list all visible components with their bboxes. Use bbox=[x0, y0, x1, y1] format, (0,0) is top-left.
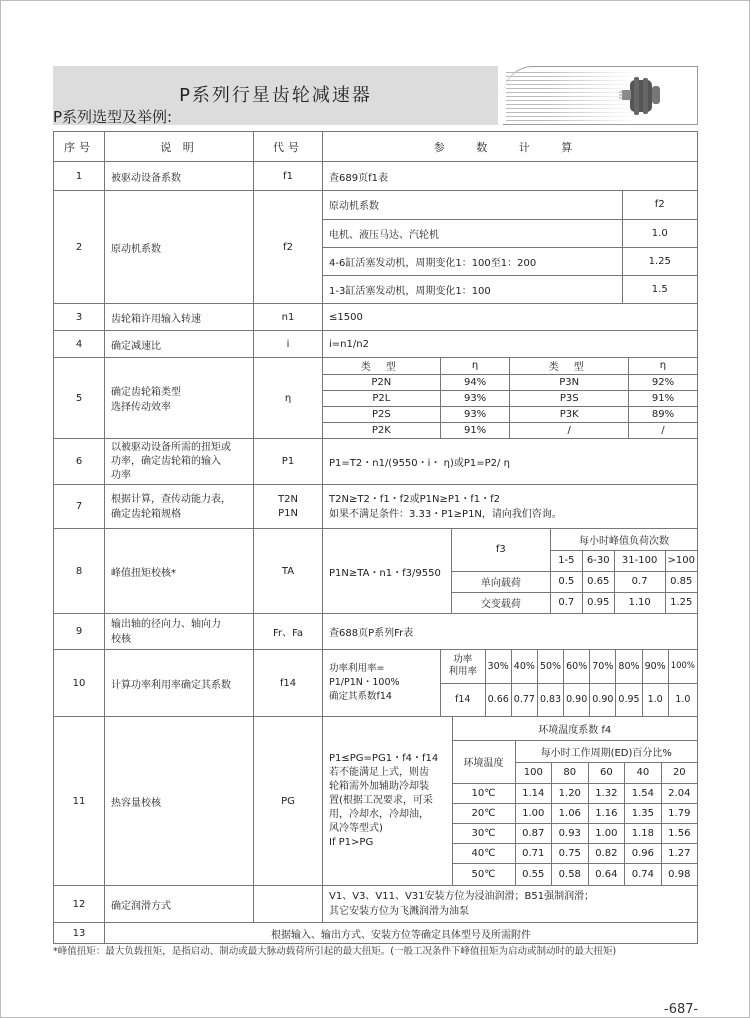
f4-value: 0.98 bbox=[661, 863, 697, 885]
table-row bbox=[54, 650, 698, 717]
table-row bbox=[54, 923, 698, 944]
subtable-header: η bbox=[440, 358, 510, 374]
table-row bbox=[54, 162, 698, 191]
row-no: 3 bbox=[54, 304, 105, 331]
freq-header: 每小时峰值负荷次数 bbox=[550, 529, 697, 550]
row-no: 8 bbox=[54, 529, 105, 614]
subtable-cell: 92% bbox=[628, 374, 697, 390]
f14-cell: 0.95 bbox=[616, 683, 642, 716]
utilization-formula bbox=[323, 650, 440, 716]
code-line: P1N bbox=[278, 507, 298, 519]
subtable-cell: P2K bbox=[323, 422, 440, 438]
desc-line: 功率 bbox=[111, 469, 131, 481]
subtable-cell: P3N bbox=[510, 374, 628, 390]
subtable-cell: 电机、液压马达、汽轮机 bbox=[323, 219, 622, 247]
row-code: n1 bbox=[254, 304, 323, 331]
subtable-header: 类 型 bbox=[323, 358, 440, 374]
row-calc: 查688页P系列Fr表 bbox=[323, 614, 698, 650]
row-code: PG bbox=[254, 717, 323, 886]
row-no: 6 bbox=[54, 439, 105, 485]
calc-line: 用，冷却水，冷却油， bbox=[329, 809, 429, 820]
thermal-subtable bbox=[323, 717, 697, 885]
f3-value: 0.5 bbox=[550, 571, 582, 592]
header-desc: 说 明 bbox=[105, 132, 254, 162]
row-desc bbox=[105, 614, 254, 650]
util-cell: 50% bbox=[537, 650, 563, 683]
footnote: *峰值扭矩：最大负载扭矩，是指启动、制动或最大脉动载荷所引起的最大扭矩。(一般工况条件下峰值扭矩为启动或制动时的最大扭矩) bbox=[53, 946, 617, 957]
row-code: Fr、Fa bbox=[254, 614, 323, 650]
f4-value: 0.87 bbox=[515, 823, 552, 843]
row-code: TA bbox=[254, 529, 323, 614]
freq-cell: 1-5 bbox=[550, 550, 582, 571]
calc-line: P1/P1N・100% bbox=[329, 677, 400, 688]
row-code bbox=[254, 485, 323, 529]
f4-value: 1.18 bbox=[625, 823, 662, 843]
f14-cell: 0.83 bbox=[537, 683, 563, 716]
util-cell: 100% bbox=[668, 650, 697, 683]
desc-line: 根据计算，查传动能力表， bbox=[111, 493, 231, 505]
load-type: 交变载荷 bbox=[451, 592, 550, 613]
utilization-subtable bbox=[323, 650, 697, 716]
row-desc bbox=[105, 485, 254, 529]
row-calc bbox=[323, 886, 698, 923]
row-no: 5 bbox=[54, 358, 105, 439]
row-desc: 峰值扭矩校核* bbox=[105, 529, 254, 614]
calc-line: 功率利用率= bbox=[329, 663, 385, 674]
subtable-cell: 91% bbox=[440, 422, 510, 438]
f4-value: 0.93 bbox=[552, 823, 589, 843]
load-type: 单向载荷 bbox=[451, 571, 550, 592]
f4-value: 0.55 bbox=[515, 863, 552, 885]
ed-header: 每小时工作周期(ED)百分比% bbox=[515, 740, 697, 762]
f4-value: 0.64 bbox=[588, 863, 625, 885]
ed-cell: 40 bbox=[625, 762, 662, 783]
f4-value: 0.82 bbox=[588, 843, 625, 863]
calc-line: 置(根据工况要求，可采 bbox=[329, 795, 433, 806]
util-cell: 70% bbox=[590, 650, 616, 683]
row-code: P1 bbox=[254, 439, 323, 485]
selection-table bbox=[53, 131, 698, 944]
calc-line: 若不能满足上式，则齿 bbox=[329, 767, 429, 778]
freq-cell: 6-30 bbox=[582, 550, 614, 571]
code-line: T2N bbox=[278, 493, 298, 505]
subtable-cell: 91% bbox=[628, 390, 697, 406]
f4-value: 1.14 bbox=[515, 783, 552, 803]
f4-value: 1.00 bbox=[588, 823, 625, 843]
desc-line: 确定齿轮箱类型 bbox=[111, 387, 181, 398]
subtable-cell: / bbox=[510, 422, 628, 438]
efficiency-subtable-cell bbox=[323, 358, 698, 439]
calc-line: T2N≥T2・f1・f2或P1N≥P1・f1・f2 bbox=[329, 493, 500, 505]
table-row bbox=[54, 358, 698, 439]
table-header-row bbox=[54, 132, 698, 162]
temp-label: 环境温度 bbox=[452, 740, 515, 783]
desc-line: 输出轴的径向力、轴向力 bbox=[111, 618, 221, 630]
calc-line: 确定其系数f14 bbox=[329, 691, 392, 702]
row-desc: 确定润滑方式 bbox=[105, 886, 254, 923]
util-cell: 40% bbox=[511, 650, 537, 683]
temp-cell: 50℃ bbox=[452, 863, 515, 885]
subtable-cell: 原动机系数 bbox=[323, 191, 622, 219]
subtable-cell: 4-6缸活塞发动机，周期变化1：100至1：200 bbox=[323, 247, 622, 275]
utilization-cell bbox=[323, 650, 698, 717]
f4-title: 环境温度系数 f4 bbox=[452, 717, 697, 740]
f4-value: 1.54 bbox=[625, 783, 662, 803]
table-row bbox=[54, 529, 698, 614]
f4-value: 1.06 bbox=[552, 803, 589, 823]
ed-cell: 60 bbox=[588, 762, 625, 783]
desc-line: 确定齿轮箱规格 bbox=[111, 508, 181, 520]
subtable-cell: 1.25 bbox=[622, 247, 697, 275]
row-no: 12 bbox=[54, 886, 105, 923]
row-desc: 确定减速比 bbox=[105, 331, 254, 358]
table-row bbox=[54, 717, 698, 886]
ed-cell: 20 bbox=[661, 762, 697, 783]
row-desc: 齿轮箱许用输入转速 bbox=[105, 304, 254, 331]
subtable-cell: P2S bbox=[323, 406, 440, 422]
temp-cell: 30℃ bbox=[452, 823, 515, 843]
subtable-header: 类 型 bbox=[510, 358, 628, 374]
subtable-cell: P3S bbox=[510, 390, 628, 406]
f14-cell: 0.90 bbox=[564, 683, 590, 716]
row-desc bbox=[105, 439, 254, 485]
subtable-cell: f2 bbox=[622, 191, 697, 219]
temp-cell: 20℃ bbox=[452, 803, 515, 823]
f4-value: 1.20 bbox=[552, 783, 589, 803]
f14-cell: 0.90 bbox=[590, 683, 616, 716]
util-label bbox=[440, 650, 485, 683]
peak-torque-cell bbox=[323, 529, 698, 614]
f4-value: 1.35 bbox=[625, 803, 662, 823]
row-code: f2 bbox=[254, 191, 323, 304]
row-code: i bbox=[254, 331, 323, 358]
f4-value: 0.58 bbox=[552, 863, 589, 885]
subtable-cell: 1-3缸活塞发动机，周期变化1：100 bbox=[323, 275, 622, 303]
calc-line: 其它安装方位为飞溅润滑为油泵 bbox=[329, 906, 469, 917]
row-calc: P1=T2・n1/(9550・i・ η)或P1=P2/ η bbox=[323, 439, 698, 485]
f4-value: 1.27 bbox=[661, 843, 697, 863]
row-desc bbox=[105, 358, 254, 439]
table-row bbox=[54, 614, 698, 650]
efficiency-subtable bbox=[323, 358, 697, 438]
row-code: η bbox=[254, 358, 323, 439]
page-title: P系列行星齿轮减速器 bbox=[179, 85, 372, 106]
f4-value: 0.96 bbox=[625, 843, 662, 863]
util-cell: 30% bbox=[485, 650, 511, 683]
f14-cell: 0.77 bbox=[511, 683, 537, 716]
subtable-cell: P2N bbox=[323, 374, 440, 390]
table-row bbox=[54, 485, 698, 529]
row-calc: 查689页f1表 bbox=[323, 162, 698, 191]
f3-value: 0.7 bbox=[614, 571, 665, 592]
calc-line: 轮箱需外加辅助冷却装 bbox=[329, 781, 429, 792]
planetary-gearbox-icon bbox=[616, 74, 666, 118]
subtable-cell: 94% bbox=[440, 374, 510, 390]
temp-cell: 40℃ bbox=[452, 843, 515, 863]
row-calc: ≤1500 bbox=[323, 304, 698, 331]
f14-label: f14 bbox=[440, 683, 485, 716]
row-desc: 计算功率利用率确定其系数 bbox=[105, 650, 254, 717]
f3-value: 0.7 bbox=[550, 592, 582, 613]
peak-torque-subtable bbox=[323, 529, 697, 613]
row-no: 1 bbox=[54, 162, 105, 191]
f4-value: 1.56 bbox=[661, 823, 697, 843]
header-no: 序号 bbox=[54, 132, 105, 162]
row-no: 2 bbox=[54, 191, 105, 304]
f14-cell: 1.0 bbox=[668, 683, 697, 716]
f4-value: 1.00 bbox=[515, 803, 552, 823]
table-row bbox=[54, 886, 698, 923]
thermal-cell bbox=[323, 717, 698, 886]
subtable-cell: 93% bbox=[440, 390, 510, 406]
freq-cell: 31-100 bbox=[614, 550, 665, 571]
row-calc bbox=[323, 485, 698, 529]
f3-value: 0.95 bbox=[582, 592, 614, 613]
row-code: f1 bbox=[254, 162, 323, 191]
f14-cell: 0.66 bbox=[485, 683, 511, 716]
f14-cell: 1.0 bbox=[642, 683, 668, 716]
f4-value: 1.79 bbox=[661, 803, 697, 823]
ed-cell: 100 bbox=[515, 762, 552, 783]
util-label-line: 利用率 bbox=[448, 666, 478, 678]
row-desc: 热容量校核 bbox=[105, 717, 254, 886]
row-calc: i=n1/n2 bbox=[323, 331, 698, 358]
desc-line: 功率，确定齿轮箱的输入 bbox=[111, 455, 221, 467]
f3-value: 0.85 bbox=[665, 571, 697, 592]
f4-value: 1.16 bbox=[588, 803, 625, 823]
f4-value: 1.32 bbox=[588, 783, 625, 803]
desc-line: 校核 bbox=[111, 633, 131, 645]
f4-value: 0.74 bbox=[625, 863, 662, 885]
subtable-cell: 89% bbox=[628, 406, 697, 422]
row-calc: 根据输入、输出方式、安装方位等确定具体型号及所需附件 bbox=[105, 923, 698, 944]
prime-mover-subtable bbox=[323, 191, 697, 303]
ed-cell: 80 bbox=[552, 762, 589, 783]
calc-line: If P1>PG bbox=[329, 837, 374, 848]
header-code: 代号 bbox=[254, 132, 323, 162]
row-no: 9 bbox=[54, 614, 105, 650]
subtable-cell: P2L bbox=[323, 390, 440, 406]
row-no: 10 bbox=[54, 650, 105, 717]
subtable-cell: / bbox=[628, 422, 697, 438]
row-desc: 被驱动设备系数 bbox=[105, 162, 254, 191]
row-desc: 原动机系数 bbox=[105, 191, 254, 304]
calc-line: 风冷等型式) bbox=[329, 823, 383, 834]
util-cell: 80% bbox=[616, 650, 642, 683]
table-row bbox=[54, 439, 698, 485]
f3-value: 1.10 bbox=[614, 592, 665, 613]
table-row bbox=[54, 304, 698, 331]
f3-value: 0.65 bbox=[582, 571, 614, 592]
calc-line: 如果不满足条件：3.33・P1≥P1N，请向我们咨询。 bbox=[329, 508, 562, 520]
subtable-header: η bbox=[628, 358, 697, 374]
f4-value: 0.75 bbox=[552, 843, 589, 863]
temp-cell: 10℃ bbox=[452, 783, 515, 803]
calc-line: V1、V3、V11、V31安装方位为浸油润滑；B51强制润滑； bbox=[329, 891, 595, 902]
table-row bbox=[54, 191, 698, 304]
section-title: P系列选型及举例: bbox=[53, 108, 173, 126]
prime-mover-subtable-cell bbox=[323, 191, 698, 304]
f3-label: f3 bbox=[451, 529, 550, 571]
header-calc: 参 数 计 算 bbox=[323, 132, 698, 162]
desc-line: 选择传动效率 bbox=[111, 402, 171, 413]
freq-cell: >100 bbox=[665, 550, 697, 571]
desc-line: 以被驱动设备所需的扭矩或 bbox=[111, 441, 231, 453]
table-row bbox=[54, 331, 698, 358]
util-label-line: 功率 bbox=[453, 654, 473, 666]
f4-value: 2.04 bbox=[661, 783, 697, 803]
peak-torque-formula: P1N≥TA・n1・f3/9550 bbox=[323, 529, 451, 613]
page-number: -687- bbox=[664, 1002, 699, 1017]
subtable-cell: 1.0 bbox=[622, 219, 697, 247]
util-cell: 60% bbox=[564, 650, 590, 683]
row-code: f14 bbox=[254, 650, 323, 717]
f4-value: 0.71 bbox=[515, 843, 552, 863]
row-no: 11 bbox=[54, 717, 105, 886]
subtable-cell: 1.5 bbox=[622, 275, 697, 303]
thermal-formula bbox=[323, 717, 452, 885]
util-cell: 90% bbox=[642, 650, 668, 683]
row-code bbox=[254, 886, 323, 923]
subtable-cell: 93% bbox=[440, 406, 510, 422]
subtable-cell: P3K bbox=[510, 406, 628, 422]
row-no: 4 bbox=[54, 331, 105, 358]
row-no: 7 bbox=[54, 485, 105, 529]
f3-value: 1.25 bbox=[665, 592, 697, 613]
row-no: 13 bbox=[54, 923, 105, 944]
calc-line: P1≤PG=PG1・f4・f14 bbox=[329, 753, 439, 764]
